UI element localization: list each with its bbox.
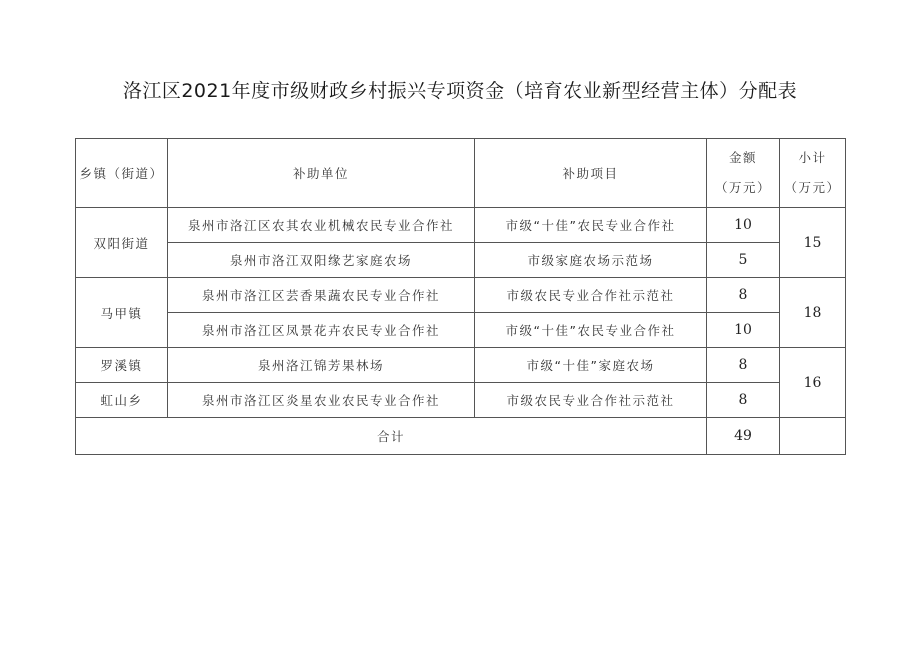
subtotal-cell: 15 [780,208,846,278]
project-cell: 市级农民专业合作社示范社 [475,278,707,313]
unit-cell: 泉州市洛江区芸香果蔬农民专业合作社 [168,278,475,313]
header-subtotal [780,139,846,208]
project-cell: 市级“十佳”农民专业合作社 [475,313,707,348]
amount-cell: 8 [707,348,780,383]
subtotal-cell: 18 [780,278,846,348]
unit-cell: 泉州洛江锦芳果林场 [168,348,475,383]
amount-cell: 8 [707,278,780,313]
amount-cell: 8 [707,383,780,418]
amount-cell: 10 [707,208,780,243]
amount-cell: 5 [707,243,780,278]
unit-cell: 泉州市洛江区炎星农业农民专业合作社 [168,383,475,418]
town-cell: 罗溪镇 [76,348,168,383]
town-cell: 双阳街道 [76,208,168,278]
header-subtotal-label: 小计 [798,150,827,165]
table-row [76,278,846,313]
unit-cell: 泉州市洛江双阳缘艺家庭农场 [168,243,475,278]
town-cell: 马甲镇 [76,278,168,348]
unit-cell: 泉州市洛江区凤景花卉农民专业合作社 [168,313,475,348]
table-header-row [76,139,846,208]
project-cell: 市级“十佳”家庭农场 [475,348,707,383]
table-row [76,208,846,243]
amount-cell: 10 [707,313,780,348]
table-row [76,348,846,383]
header-amount-label: 金额 [728,150,757,165]
header-subtotal-unit: （万元） [784,180,841,195]
table-row [76,313,846,348]
total-amount: 49 [707,418,780,455]
total-label: 合计 [76,418,707,455]
unit-cell: 泉州市洛江区农其农业机械农民专业合作社 [168,208,475,243]
table-row [76,243,846,278]
total-row [76,418,846,455]
allocation-table [75,138,846,455]
header-unit: 补助单位 [168,139,475,208]
project-cell: 市级“十佳”农民专业合作社 [475,208,707,243]
table-row [76,383,846,418]
header-town: 乡镇（街道） [76,139,168,208]
project-cell: 市级农民专业合作社示范社 [475,383,707,418]
page-title: 洛江区2021年度市级财政乡村振兴专项资金（培育农业新型经营主体）分配表 [122,80,798,102]
total-subtotal [780,418,846,455]
subtotal-cell: 16 [780,348,846,418]
project-cell: 市级家庭农场示范场 [475,243,707,278]
header-amount-unit: （万元） [714,180,771,195]
header-amount [707,139,780,208]
town-cell: 虹山乡 [76,383,168,418]
header-project: 补助项目 [475,139,707,208]
